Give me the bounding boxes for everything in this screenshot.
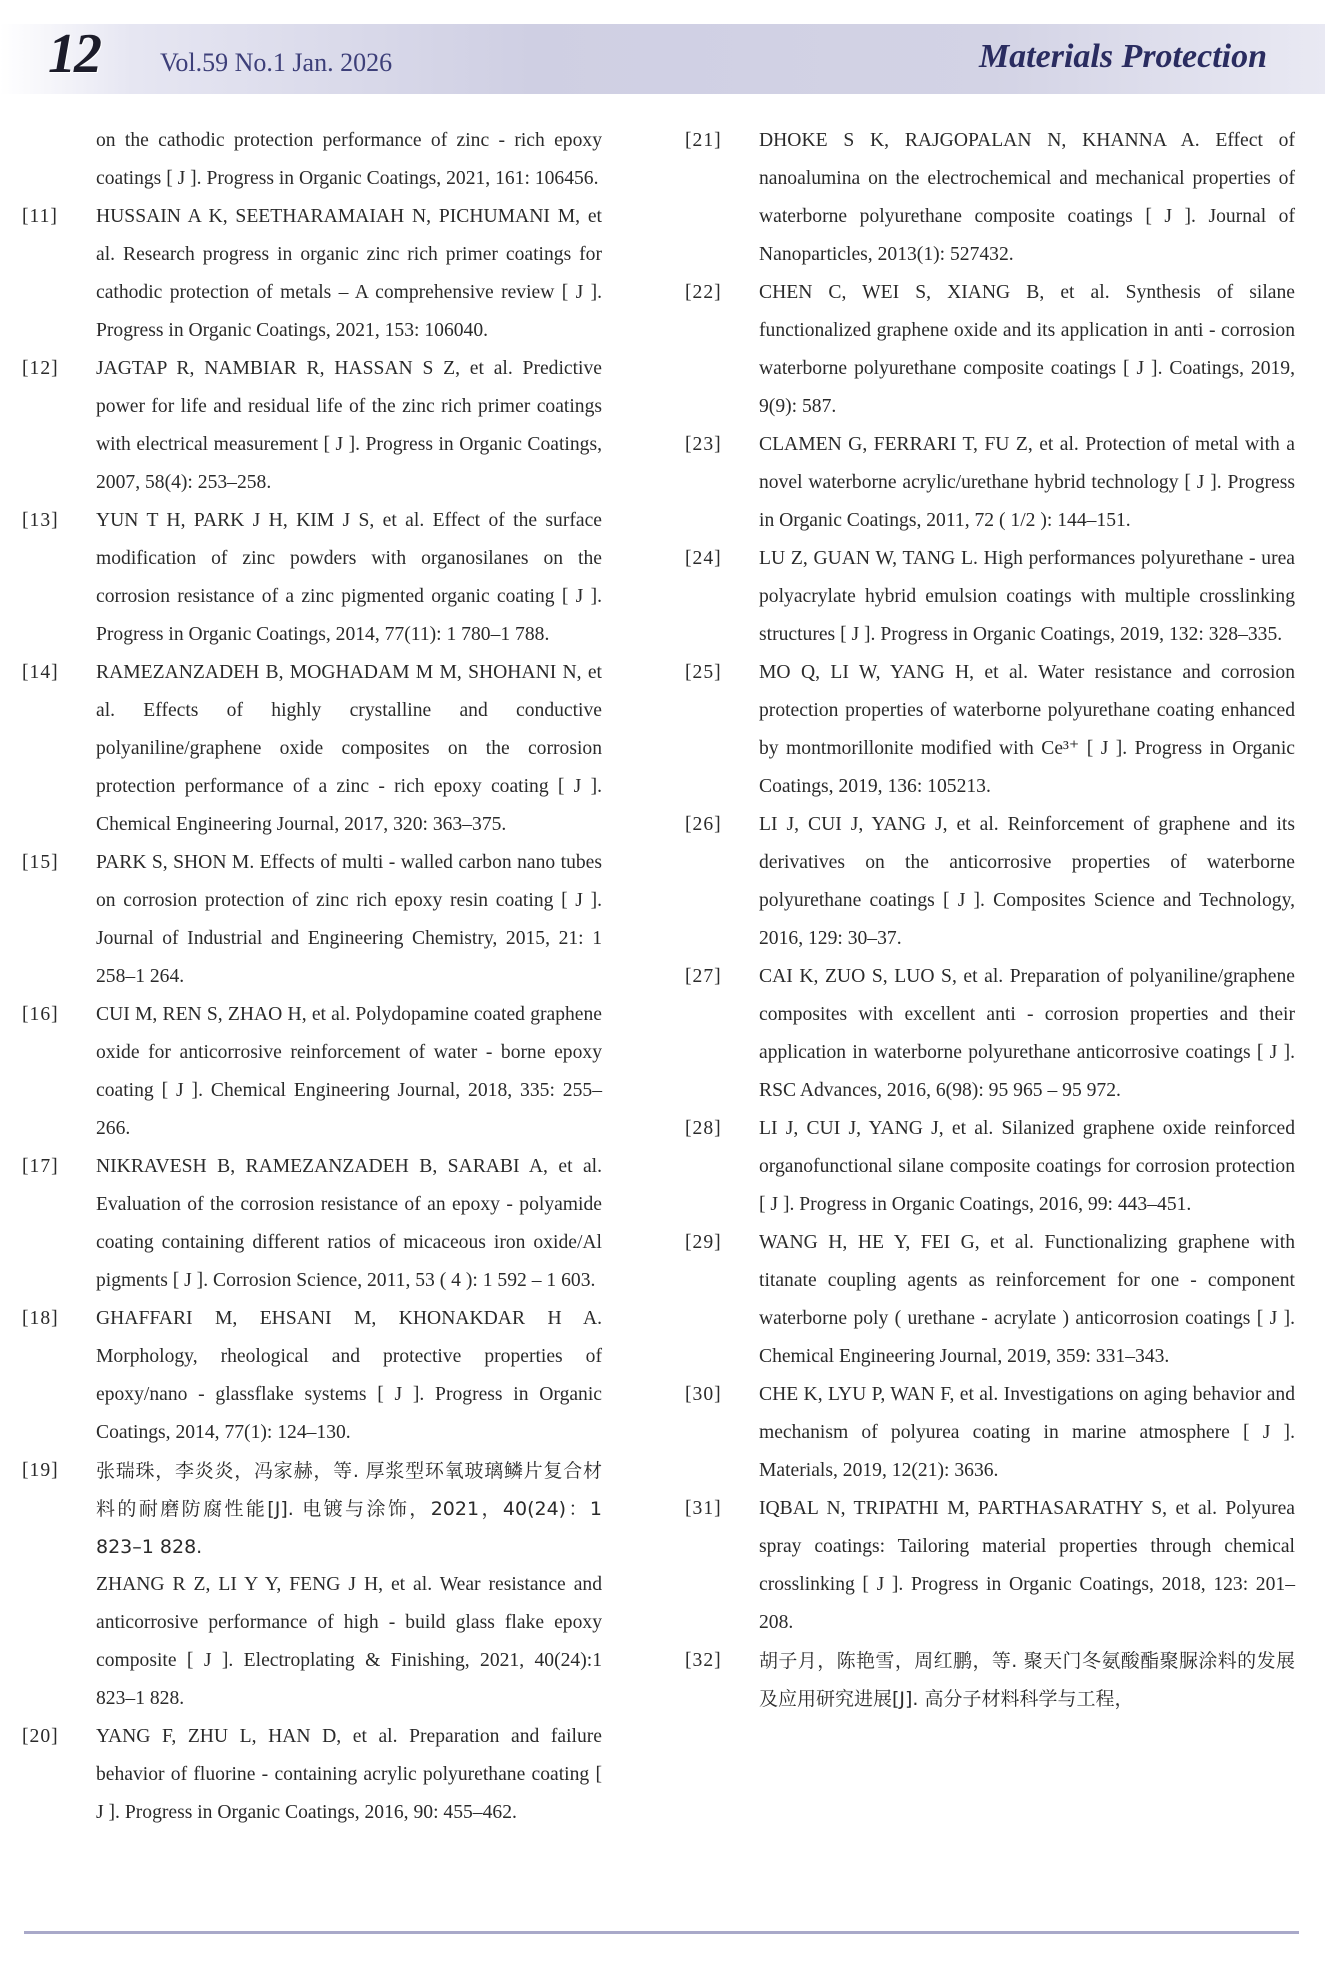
reference-text: HUSSAIN A K, SEETHARAMAIAH N, PICHUMANI M, et al. Research progress in organic zinc rich primer coatings for cathodic protection of metals – A comprehensive review [ J ]. Progress in Organic Coatings, 2021, 153: 106040. [96,206,602,341]
reference-entry [685,274,1295,426]
journal-title: Materials Protection [978,38,1267,75]
reference-number: [21] [685,130,722,151]
reference-entry [22,122,602,198]
reference-text: YUN T H, PARK J H, KIM J S, et al. Effect of the surface modification of zinc powders with organosilanes on the corrosion resistance of a zinc pigmented organic coating [ J ]. Progress in Organic Coatings, 2014, 77(11): 1 780–1 788. [96,510,602,645]
reference-text: RAMEZANZADEH B, MOGHADAM M M, SHOHANI N, et al. Effects of highly crystalline and conductive polyaniline/graphene oxide composites on the corrosion protection performance of a zinc - rich epoxy coating [ J ]. Chemical Engineering Journal, 2017, 320: 363–375. [96,662,602,835]
references-right-column [685,122,1295,1718]
reference-number: [28] [685,1118,722,1139]
references-left-column [22,122,602,1832]
reference-text: IQBAL N, TRIPATHI M, PARTHASARATHY S, et al. Polyurea spray coatings: Tailoring material properties through chemical crosslinking [ J ]. Progress in Organic Coatings, 2018, 123: 201–208. [759,1498,1295,1633]
reference-entry [22,1300,602,1452]
reference-entry [685,958,1295,1110]
reference-number: [27] [685,966,722,987]
reference-number: [14] [22,662,59,683]
reference-text: on the cathodic protection performance of zinc - rich epoxy coatings [ J ]. Progress in Organic Coatings, 2021, 161: 106456. [96,130,602,189]
reference-entry [22,1452,602,1566]
reference-entry [22,1566,602,1718]
reference-number: [24] [685,548,722,569]
reference-entry [685,654,1295,806]
reference-number: [23] [685,434,722,455]
reference-entry [685,1642,1295,1718]
page-header [0,0,1325,110]
reference-entry [685,1110,1295,1224]
reference-entry [685,540,1295,654]
reference-number: [22] [685,282,722,303]
reference-number: [11] [22,206,58,227]
reference-text: JAGTAP R, NAMBIAR R, HASSAN S Z, et al. Predictive power for life and residual life of the zinc rich primer coatings with electrical measurement [ J ]. Progress in Organic Coatings, 2007, 58(4): 253–258. [96,358,602,493]
page-number: 12 [48,23,100,85]
reference-number: [20] [22,1726,59,1747]
reference-text: WANG H, HE Y, FEI G, et al. Functionalizing graphene with titanate coupling agents as reinforcement for one - component waterborne poly ( urethane - acrylate ) anticorrosion coatings [ J ]. Chemical Engineering Journal, 2019, 359: 331–343. [759,1232,1295,1367]
reference-entry [685,1376,1295,1490]
reference-number: [17] [22,1156,59,1177]
reference-text: CHEN C, WEI S, XIANG B, et al. Synthesis of silane functionalized graphene oxide and its application in anti - corrosion waterborne polyurethane composite coatings [ J ]. Coatings, 2019, 9(9): 587. [759,282,1295,417]
reference-number: [19] [22,1460,59,1481]
reference-text: 张瑞珠，李炎炎，冯家赫，等. 厚浆型环氧玻璃鳞片复合材料的耐磨防腐性能[J]. 电镀与涂饰，2021，40(24)：1 823–1 828. [96,1460,602,1558]
reference-text: ZHANG R Z, LI Y Y, FENG J H, et al. Wear resistance and anticorrosive performance of high - build glass flake epoxy composite [ J ]. Electroplating & Finishing, 2021, 40(24):1 823–1 828. [96,1574,602,1709]
reference-entry [685,426,1295,540]
reference-entry [685,1490,1295,1642]
reference-text: CUI M, REN S, ZHAO H, et al. Polydopamine coated graphene oxide for anticorrosive reinforcement of water - borne epoxy coating [ J ]. Chemical Engineering Journal, 2018, 335: 255–266. [96,1004,602,1139]
reference-number: [30] [685,1384,722,1405]
reference-entry [685,806,1295,958]
reference-text: 胡子月，陈艳雪，周红鹏，等. 聚天门冬氨酸酯聚脲涂料的发展及应用研究进展[J]. 高分子材料科学与工程， [759,1650,1295,1710]
reference-number: [26] [685,814,722,835]
reference-text: YANG F, ZHU L, HAN D, et al. Preparation and failure behavior of fluorine - containing acrylic polyurethane coating [ J ]. Progress in Organic Coatings, 2016, 90: 455–462. [96,1726,602,1823]
reference-entry [22,350,602,502]
reference-entry [22,1148,602,1300]
reference-entry [22,996,602,1148]
reference-text: CHE K, LYU P, WAN F, et al. Investigations on aging behavior and mechanism of polyurea coating in marine atmosphere [ J ]. Materials, 2019, 12(21): 3636. [759,1384,1295,1481]
reference-text: LU Z, GUAN W, TANG L. High performances polyurethane - urea polyacrylate hybrid emulsion coatings with multiple crosslinking structures [ J ]. Progress in Organic Coatings, 2019, 132: 328–335. [759,548,1295,645]
reference-text: LI J, CUI J, YANG J, et al. Silanized graphene oxide reinforced organofunctional silane composite coatings for corrosion protection [ J ]. Progress in Organic Coatings, 2016, 99: 443–451. [759,1118,1295,1215]
reference-number: [16] [22,1004,59,1025]
footer-rule [24,1931,1299,1934]
reference-number: [25] [685,662,722,683]
reference-number: [32] [685,1650,722,1671]
reference-entry [22,198,602,350]
reference-entry [685,1224,1295,1376]
reference-text: CAI K, ZUO S, LUO S, et al. Preparation of polyaniline/graphene composites with excellent anti - corrosion properties and their application in waterborne polyurethane anticorrosive coatings [ J ]. RSC Advances, 2016, 6(98): 95 965 – 95 972. [759,966,1295,1101]
reference-text: DHOKE S K, RAJGOPALAN N, KHANNA A. Effect of nanoalumina on the electrochemical and mechanical properties of waterborne polyurethane composite coatings [ J ]. Journal of Nanoparticles, 2013(1): 527432. [759,130,1295,265]
reference-entry [22,1718,602,1832]
reference-number: [15] [22,852,59,873]
reference-text: MO Q, LI W, YANG H, et al. Water resistance and corrosion protection properties of waterborne polyurethane coating enhanced by montmorillonite modified with Ce³⁺ [ J ]. Progress in Organic Coatings, 2019, 136: 105213. [759,662,1295,797]
issue-info: Vol.59 No.1 Jan. 2026 [160,48,393,77]
reference-entry [685,122,1295,274]
reference-number: [31] [685,1498,722,1519]
reference-text: GHAFFARI M, EHSANI M, KHONAKDAR H A. Morphology, rheological and protective properties of epoxy/nano - glassflake systems [ J ]. Progress in Organic Coatings, 2014, 77(1): 124–130. [96,1308,602,1443]
reference-entry [22,502,602,654]
reference-number: [13] [22,510,59,531]
reference-text: PARK S, SHON M. Effects of multi - walled carbon nano tubes on corrosion protection of zinc rich epoxy resin coating [ J ]. Journal of Industrial and Engineering Chemistry, 2015, 21: 1 258–1 264. [96,852,602,987]
reference-number: [12] [22,358,59,379]
reference-entry [22,654,602,844]
reference-entry [22,844,602,996]
reference-text: LI J, CUI J, YANG J, et al. Reinforcement of graphene and its derivatives on the anticorrosive properties of waterborne polyurethane coatings [ J ]. Composites Science and Technology, 2016, 129: 30–37. [759,814,1295,949]
reference-text: CLAMEN G, FERRARI T, FU Z, et al. Protection of metal with a novel waterborne acrylic/urethane hybrid technology [ J ]. Progress in Organic Coatings, 2011, 72 ( 1/2 ): 144–151. [759,434,1295,531]
reference-text: NIKRAVESH B, RAMEZANZADEH B, SARABI A, et al. Evaluation of the corrosion resistance of an epoxy - polyamide coating containing different ratios of micaceous iron oxide/Al pigments [ J ]. Corrosion Science, 2011, 53 ( 4 ): 1 592 – 1 603. [96,1156,602,1291]
reference-number: [18] [22,1308,59,1329]
reference-number: [29] [685,1232,722,1253]
